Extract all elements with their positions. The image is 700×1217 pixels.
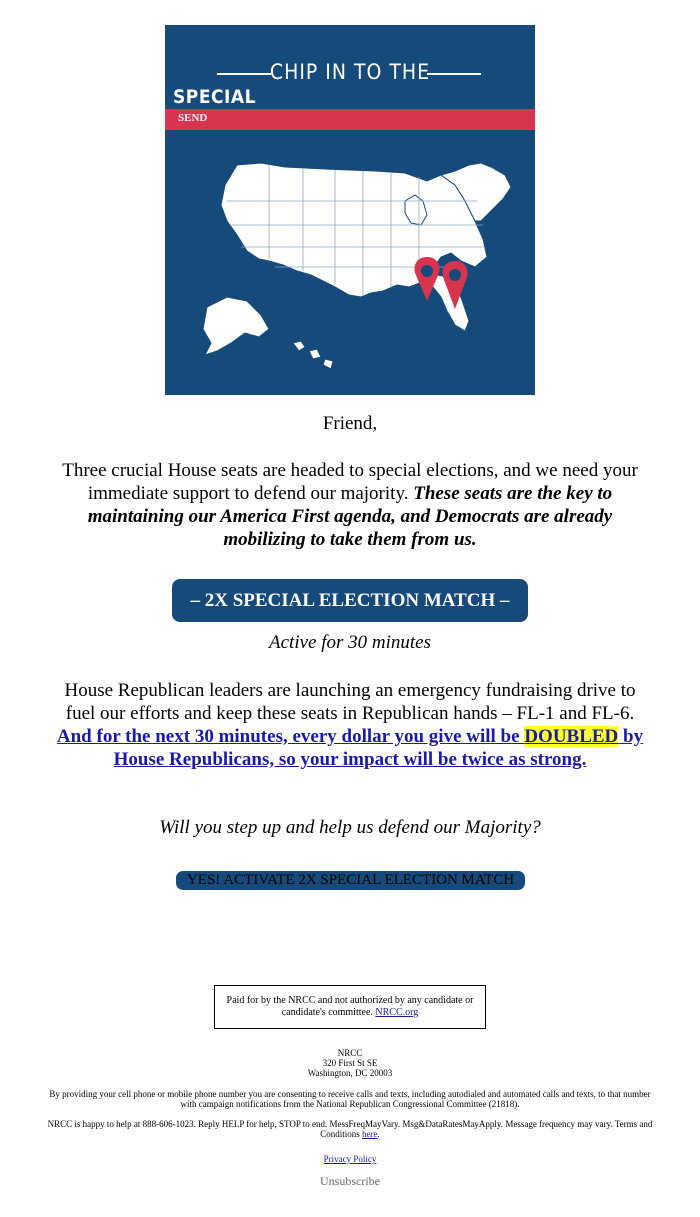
privacy-row [45, 1154, 655, 1164]
hero-banner[interactable] [165, 25, 535, 395]
activate-match-button[interactable]: YES! ACTIVATE 2X SPECIAL ELECTION MATCH [176, 871, 525, 890]
body-plain-text: House Republican leaders are launching an emergency fundraising drive to fuel our efforts and keep these seats in Republican hands – FL-1 and FL-6. [64, 680, 636, 724]
address-city: Washington, DC 20003 [307, 1068, 393, 1078]
intro-paragraph [50, 459, 650, 551]
paid-for-text: Paid for by the NRCC and not authorized by any candidate or candidate's committee. [226, 995, 474, 1018]
link-text-part1: And for the next 30 minutes, every dollar you give will be [56, 726, 525, 747]
ask-text: Will you step up and help us defend our Majority? [159, 817, 541, 838]
greeting: Friend, [322, 413, 378, 434]
alaska-shape [203, 297, 269, 355]
link-text-part2: by House Republicans, so your impact will be twice as strong. [113, 726, 644, 770]
help-text [45, 1119, 655, 1139]
match-banner: – 2X SPECIAL ELECTION MATCH – [172, 579, 528, 622]
address-street: 320 First St SE [322, 1058, 378, 1068]
doubled-highlight: DOUBLED [524, 726, 619, 747]
us-map-illustration [165, 25, 535, 395]
mailing-address [0, 1048, 700, 1078]
unsubscribe-link[interactable]: Unsubscribe [320, 1174, 380, 1188]
help-end: . [377, 1129, 380, 1139]
donate-match-link[interactable] [57, 726, 643, 770]
intro-plain-text: Three crucial House seats are headed to special elections, and we need your immediate support to defend our majority. [62, 460, 638, 504]
help-body-text: NRCC is happy to help at 888-606-1023. Reply HELP for help, STOP to end. MessFreqMayVary. Msg&DataRatesMayApply. Message frequency may vary. Terms and Conditions [47, 1119, 653, 1139]
active-timer-text: Active for 30 minutes [269, 632, 431, 653]
map-pin-1 [415, 257, 440, 301]
intro-emphasis-text: These seats are the key to maintaining our America First agenda, and Democrats are already mobilizing to take them from us. [87, 483, 613, 550]
paid-for-disclaimer [214, 985, 486, 1029]
hawaii-shape [293, 341, 333, 369]
sms-consent-text: By providing your cell phone or mobile phone number you are consenting to receive calls and texts, including autodialed and automated calls and texts, to that number with campaign notifications from the National Republican Congressional Committee (21818). [49, 1089, 651, 1109]
hero-send-text: SEND [178, 112, 208, 124]
privacy-policy-link[interactable]: Privacy Policy [323, 1154, 377, 1164]
body-paragraph [55, 679, 645, 771]
terms-link[interactable]: here [362, 1129, 378, 1139]
hero-chip-text: CHIP IN TO THE [269, 60, 431, 84]
hero-special-text: SPECIAL [173, 86, 257, 108]
nrcc-link[interactable]: NRCC.org [375, 1007, 419, 1018]
address-org: NRCC [337, 1048, 363, 1058]
